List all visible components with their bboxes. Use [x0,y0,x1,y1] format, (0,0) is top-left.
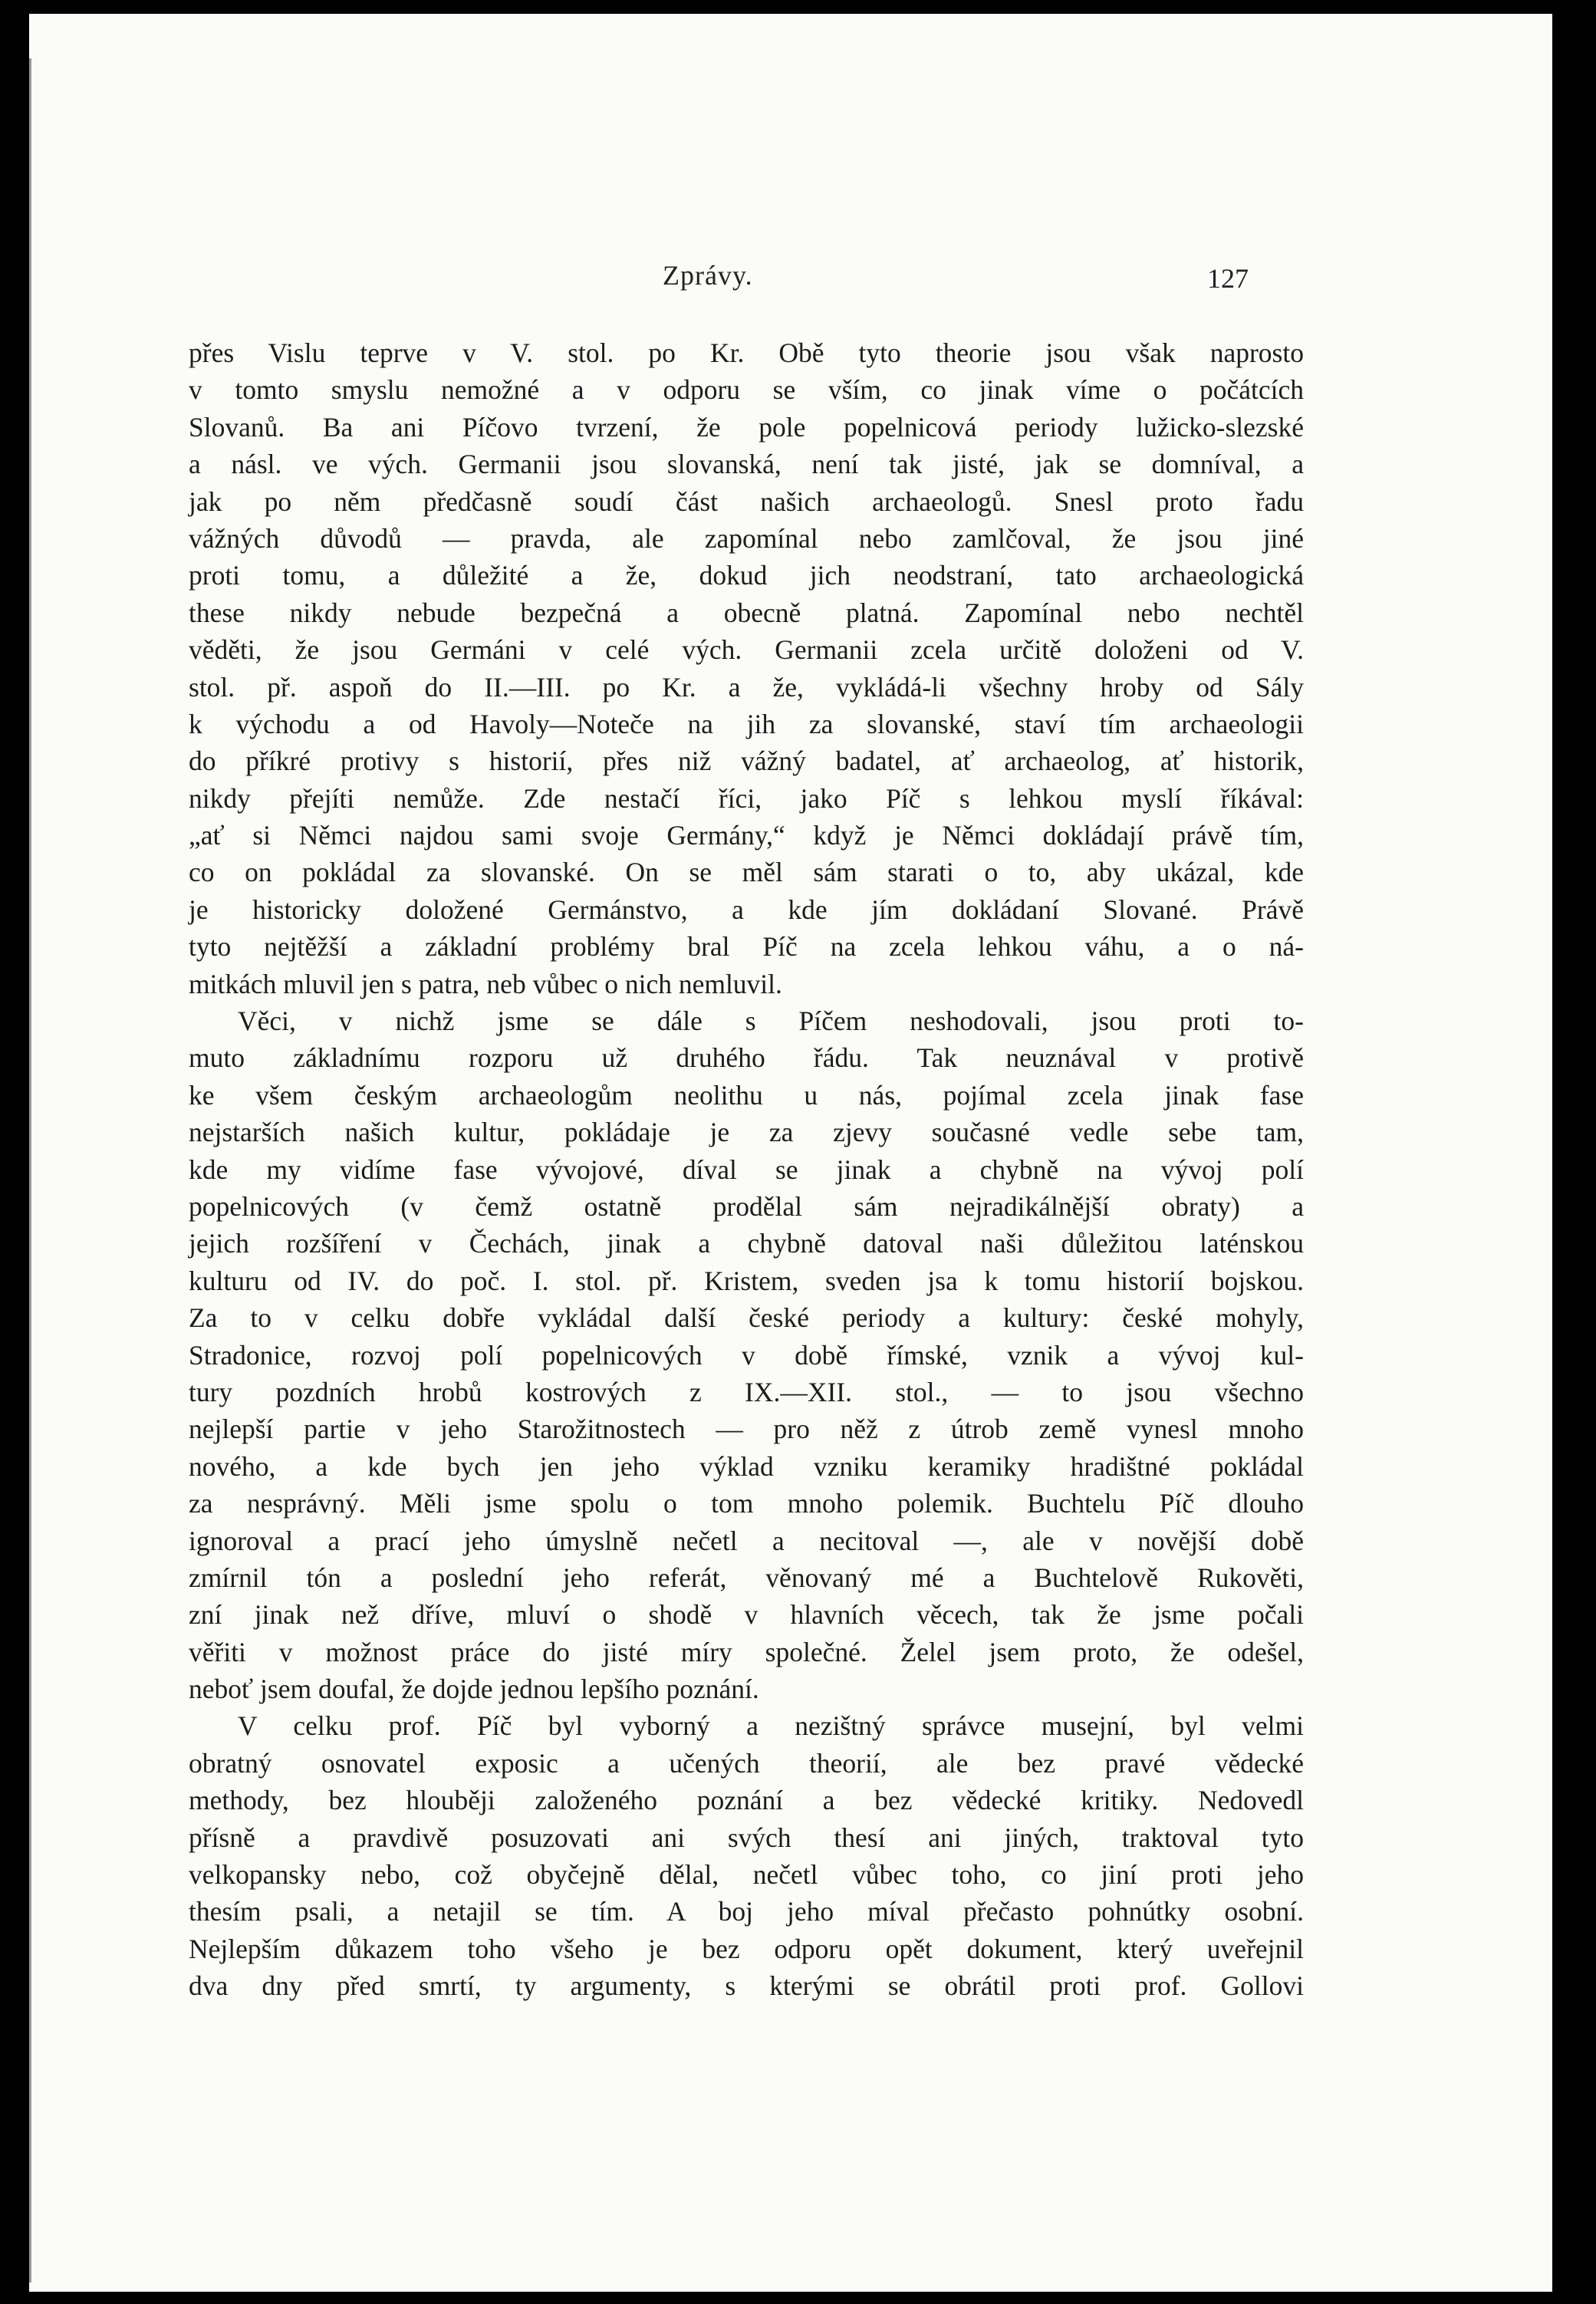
text-line: V celku prof. Píč byl vyborný a nezištný správce musejní, byl velmi [238,1710,1304,1742]
text-line: Věci, v nichž jsme se dále s Píčem neshodovali, jsou proti to- [238,1006,1304,1037]
binding-edge [29,58,31,2283]
page-number: 127 [1207,263,1249,294]
text-line: přes Vislu teprve v V. stol. po Kr. Obě tyto theorie jsou však naprosto [189,337,1304,368]
text-line: popelnicových (v čemž ostatně prodělal sám nejradikálnější obraty) a [189,1190,1304,1222]
text-line: Stradonice, rozvoj polí popelnicových v době římské, vznik a vývoj kul- [189,1339,1304,1371]
text-line: proti tomu, a důležité a že, dokud jich neodstraní, tato archaeologická [189,560,1304,591]
text-line: zní jinak než dříve, mluví o shodě v hlavních věcech, tak že jsme počali [189,1599,1304,1631]
text-line: neboť jsem doufal, že dojde jednou lepšího poznání. [189,1674,759,1705]
text-line: velkopansky nebo, což obyčejně dělal, nečetl vůbec toho, co jiní proti jeho [189,1859,1304,1891]
text-line: za nesprávný. Měli jsme spolu o tom mnoho polemik. Buchtelu Píč dlouho [189,1488,1304,1519]
text-line: stol. př. aspoň do II.—III. po Kr. a že, vykládá-li všechny hroby od Sály [189,671,1304,703]
text-line: do příkré protivy s historií, přes niž vážný badatel, ať archaeolog, ať historik, [189,746,1304,777]
text-line: Za to v celku dobře vykládal další české periody a kultury: české mohyly, [189,1302,1304,1334]
text-line: Nejlepším důkazem toho všeho je bez odporu opět dokument, který uveřejnil [189,1933,1304,1964]
body-text [189,334,1304,2005]
text-line: nikdy přejíti nemůže. Zde nestačí říci, jako Píč s lehkou myslí říkával: [189,782,1304,814]
text-line: co on pokládal za slovanské. On se měl sám starati o to, aby ukázal, kde [189,857,1304,888]
text-line: jak po něm předčasně soudí část našich archaeologů. Snesl proto řadu [189,485,1304,517]
text-line: ignoroval a prací jeho úmyslně nečetl a necitoval —, ale v novější době [189,1525,1304,1556]
text-line: methody, bez hlouběji založeného poznání a bez vědecké kritiky. Nedovedl [189,1785,1304,1816]
text-line: mitkách mluvil jen s patra, neb vůbec o nich nemluvil. [189,968,782,999]
text-line: nejlepší partie v jeho Starožitnostech — pro něž z útrob země vynesl mnoho [189,1414,1304,1445]
text-line: obratný osnovatel exposic a učených theorií, ale bez pravé vědecké [189,1747,1304,1779]
text-line: věřiti v možnost práce do jisté míry společné. Želel jsem proto, že odešel, [189,1636,1304,1667]
text-line: v tomto smyslu nemožné a v odporu se vším, co jinak víme o počátcích [189,374,1304,406]
scanned-page [29,14,1552,2292]
text-line: muto základnímu rozporu už druhého řádu. Tak neuznával v protivě [189,1042,1304,1074]
text-line: věděti, že jsou Germáni v celé vých. Germanii zcela určitě doloženi od V. [189,634,1304,666]
text-line: dva dny před smrtí, ty argumenty, s kterými se obrátil proti prof. Gollovi [189,1970,1304,2002]
text-line: k východu a od Havoly—Noteče na jih za slovanské, staví tím archaeologii [189,708,1304,739]
text-line: kulturu od IV. do poč. I. stol. př. Kristem, sveden jsa k tomu historií bojskou. [189,1265,1304,1296]
text-line: a násl. ve vých. Germanii jsou slovanská, není tak jisté, jak se domníval, a [189,449,1304,480]
text-line: Slovanů. Ba ani Píčovo tvrzení, že pole popelnicová periody lužicko-slezské [189,411,1304,443]
text-line: jejich rozšíření v Čechách, jinak a chybně datoval naši důležitou laténskou [189,1228,1304,1259]
text-line: thesím psali, a netajil se tím. A boj jeho míval přečasto pohnútky osobní. [189,1896,1304,1927]
page-header [29,259,1552,305]
running-title: Zprávy. [663,260,753,291]
text-line: nového, a kde bych jen jeho výklad vzniku keramiky hradištné pokládal [189,1450,1304,1482]
text-line: přísně a pravdivě posuzovati ani svých thesí ani jiných, traktoval tyto [189,1822,1304,1853]
text-line: „ať si Němci najdou sami svoje Germány,“ když je Němci dokládají právě tím, [189,820,1304,851]
text-line: je historicky doložené Germánstvo, a kde jím dokládaní Slované. Právě [189,894,1304,925]
text-line: zmírnil tón a poslední jeho referát, věnovaný mé a Buchtelově Rukověti, [189,1562,1304,1593]
text-line: these nikdy nebude bezpečná a obecně platná. Zapomínal nebo nechtěl [189,597,1304,628]
text-line: ke všem českým archaeologům neolithu u nás, pojímal zcela jinak fase [189,1079,1304,1111]
text-line: tyto nejtěžší a základní problémy bral Píč na zcela lehkou váhu, a o ná- [189,931,1304,963]
text-line: vážných důvodů — pravda, ale zapomínal nebo zamlčoval, že jsou jiné [189,522,1304,554]
text-line: kde my vidíme fase vývojové, díval se jinak a chybně na vývoj polí [189,1154,1304,1185]
text-line: tury pozdních hrobů kostrových z IX.—XII. stol., — to jsou všechno [189,1376,1304,1407]
text-line: nejstarších našich kultur, pokládaje je za zjevy současné vedle sebe tam, [189,1117,1304,1148]
